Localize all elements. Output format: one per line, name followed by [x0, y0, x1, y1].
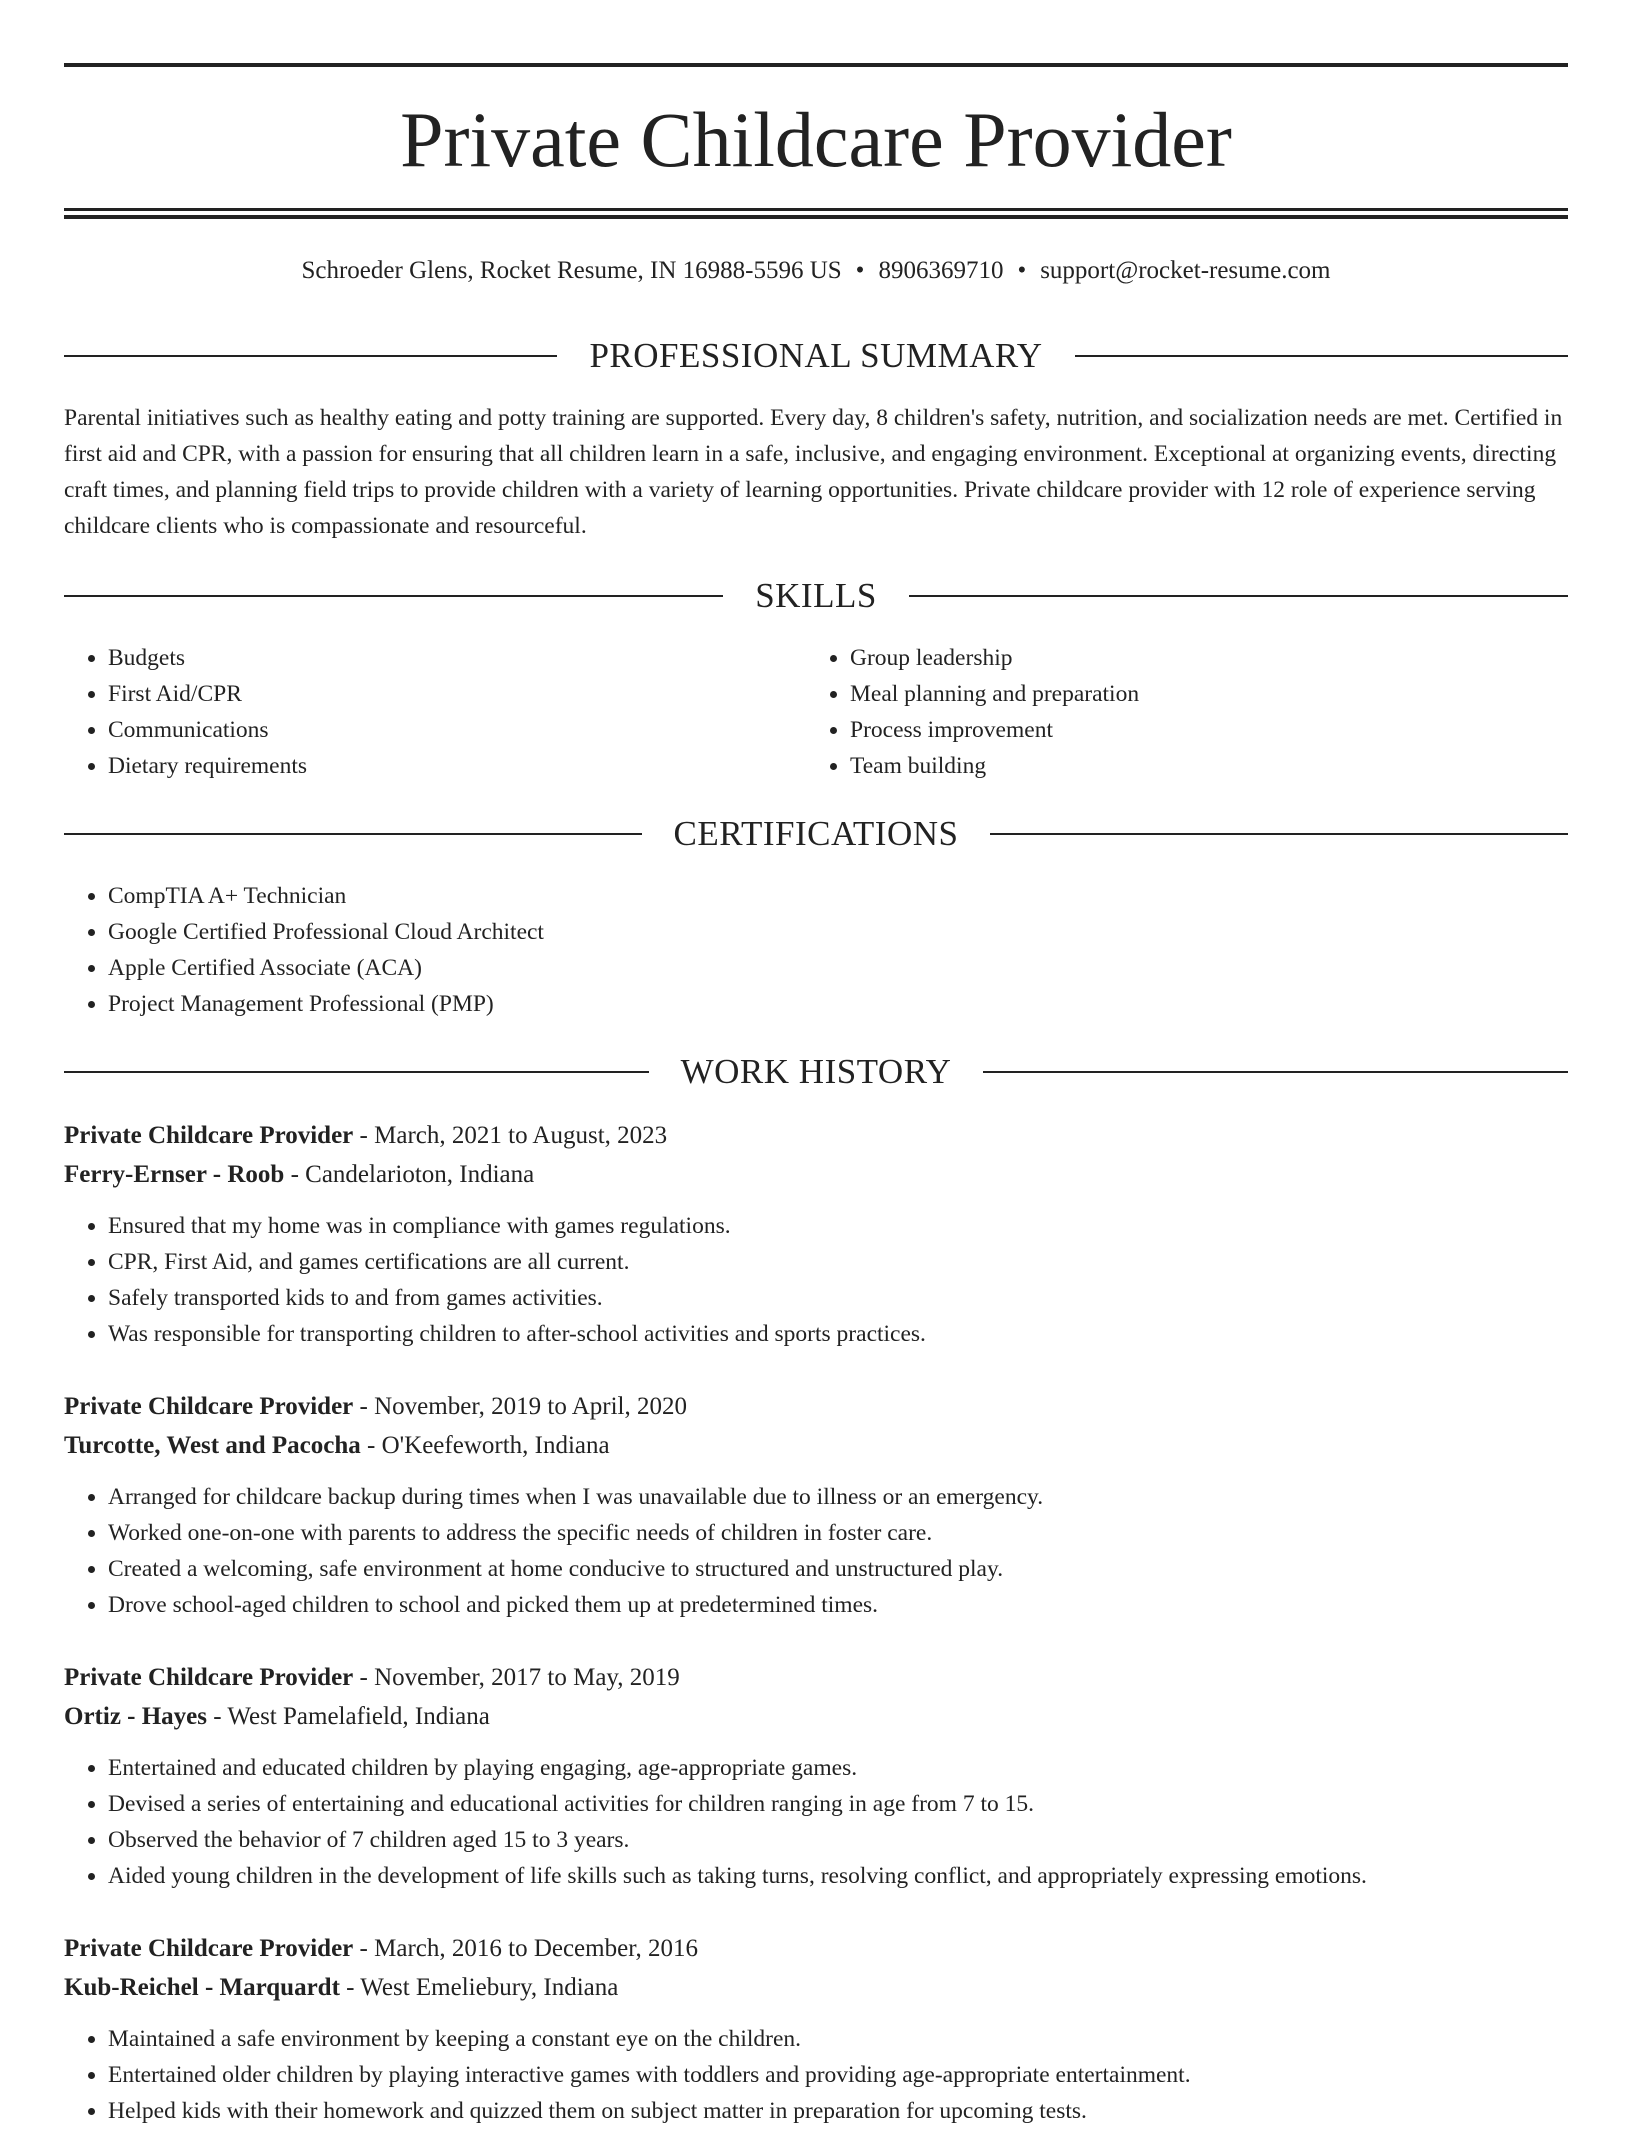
contact-line: [64, 254, 1568, 288]
job-entry: [64, 1116, 1568, 1352]
top-rule: [64, 63, 1568, 67]
job-entry: [64, 1929, 1568, 2129]
job-duties: [64, 1479, 1568, 1623]
job-company: Turcotte, West and Pacocha: [64, 1432, 361, 1459]
certification-item: • CompTIA A+ Technician: [108, 878, 1568, 914]
section-title-summary: PROFESSIONAL SUMMARY: [589, 336, 1043, 375]
job-duties: [64, 2021, 1568, 2129]
job-title: Private Childcare Provider: [64, 1935, 354, 1962]
job-title-line: [64, 1387, 1568, 1426]
job-company-line: [64, 1426, 1568, 1465]
job-dates: - November, 2017 to May, 2019: [353, 1664, 680, 1691]
contact-email: support@rocket-resume.com: [1040, 257, 1331, 284]
job-title-line: [64, 1116, 1568, 1155]
job-duty: • Ensured that my home was in compliance with games regulations.: [108, 1208, 1568, 1244]
job-title: Private Childcare Provider: [64, 1664, 354, 1691]
job-company: Ferry-Ernser - Roob: [64, 1161, 285, 1188]
skill-item: • Team building: [850, 748, 1548, 784]
section-rule: [983, 1071, 1568, 1073]
skills-column-right: [806, 640, 1548, 784]
section-rule: [64, 1071, 649, 1073]
job-location: - West Pamelafield, Indiana: [207, 1703, 490, 1730]
certification-item: • Google Certified Professional Cloud Architect: [108, 914, 1568, 950]
job-duties: [64, 1750, 1568, 1894]
section-rule: [1075, 355, 1568, 357]
title-rule-lower: [64, 215, 1568, 219]
job-duty: • Entertained older children by playing interactive games with toddlers and providing age-appropriate entertainment.: [108, 2057, 1568, 2093]
job-entry: [64, 1658, 1568, 1894]
job-dates: - March, 2016 to December, 2016: [353, 1935, 699, 1962]
contact-separator: •: [1017, 257, 1027, 284]
section-rule: [64, 355, 557, 357]
job-company-line: [64, 1697, 1568, 1736]
skill-item: • Budgets: [108, 640, 806, 676]
skill-item: • Process improvement: [850, 712, 1548, 748]
skill-item: • Group leadership: [850, 640, 1548, 676]
contact-separator: •: [855, 257, 865, 284]
section-header-skills: [64, 573, 1568, 619]
job-title: Private Childcare Provider: [64, 1122, 354, 1149]
section-rule: [64, 833, 642, 835]
job-duty: • Devised a series of entertaining and educational activities for children ranging in age from 7 to 15.: [108, 1786, 1568, 1822]
job-duty: • Observed the behavior of 7 children aged 15 to 3 years.: [108, 1822, 1568, 1858]
job-title-line: [64, 1929, 1568, 1968]
job-entry: [64, 1387, 1568, 1623]
job-location: - West Emeliebury, Indiana: [339, 1974, 619, 2001]
job-duty: • Arranged for childcare backup during times when I was unavailable due to illness or an emergency.: [108, 1479, 1568, 1515]
section-rule: [64, 595, 723, 597]
summary-text: Parental initiatives such as healthy eating and potty training are supported. Every day, 8 children's safety, nutrition, and socialization needs are met. Certified in first aid and CPR, with a passion for ensuring that all children learn in a safe, inclusive, and engaging environment. Exceptional at organizing events, directing craft times, and planning field trips to provide children with a variety of learning opportunities. Private childcare provider with 12 role of experience serving childcare clients who is compassionate and resourceful.: [64, 405, 1563, 539]
certification-item: • Project Management Professional (PMP): [108, 986, 1568, 1022]
job-duty: • Helped kids with their homework and quizzed them on subject matter in preparation for upcoming tests.: [108, 2093, 1568, 2129]
section-title-certifications: CERTIFICATIONS: [673, 814, 959, 853]
section-rule: [909, 595, 1568, 597]
job-duty: • Drove school-aged children to school and picked them up at predetermined times.: [108, 1587, 1568, 1623]
title-rule-upper: [64, 208, 1568, 211]
section-header-certifications: [64, 811, 1568, 857]
job-company: Kub-Reichel - Marquardt: [64, 1974, 340, 2001]
job-title: Private Childcare Provider: [64, 1393, 354, 1420]
certifications-list: [64, 878, 1568, 1022]
skill-item: • Meal planning and preparation: [850, 676, 1548, 712]
job-duty: • Created a welcoming, safe environment at home conducive to structured and unstructured play.: [108, 1551, 1568, 1587]
job-duty: • Entertained and educated children by playing engaging, age-appropriate games.: [108, 1750, 1568, 1786]
skills-list: [64, 640, 1568, 784]
job-duty: • Maintained a safe environment by keeping a constant eye on the children.: [108, 2021, 1568, 2057]
resume-title: Private Childcare Provider: [400, 96, 1232, 183]
section-rule: [990, 833, 1568, 835]
job-duty: • Worked one-on-one with parents to address the specific needs of children in foster care.: [108, 1515, 1568, 1551]
contact-address: Schroeder Glens, Rocket Resume, IN 16988-5596 US: [301, 257, 842, 284]
job-location: - O'Keefeworth, Indiana: [360, 1432, 610, 1459]
skills-column-left: [64, 640, 806, 784]
job-title-line: [64, 1658, 1568, 1697]
job-duties: [64, 1208, 1568, 1352]
skill-item: • Dietary requirements: [108, 748, 806, 784]
section-title-skills: SKILLS: [755, 576, 877, 615]
job-company-line: [64, 1968, 1568, 2007]
job-duty: • Aided young children in the development of life skills such as taking turns, resolving conflict, and appropriately expressing emotions.: [108, 1858, 1568, 1894]
section-title-work-history: WORK HISTORY: [680, 1052, 952, 1091]
contact-phone: 8906369710: [878, 257, 1004, 284]
job-duty: • Safely transported kids to and from games activities.: [108, 1280, 1568, 1316]
skill-item: • Communications: [108, 712, 806, 748]
job-location: - Candelarioton, Indiana: [284, 1161, 535, 1188]
section-header-summary: [64, 333, 1568, 379]
job-company: Ortiz - Hayes: [64, 1703, 208, 1730]
job-company-line: [64, 1155, 1568, 1194]
job-dates: - November, 2019 to April, 2020: [353, 1393, 687, 1420]
job-duty: • CPR, First Aid, and games certifications are all current.: [108, 1244, 1568, 1280]
certification-item: • Apple Certified Associate (ACA): [108, 950, 1568, 986]
section-header-work-history: [64, 1049, 1568, 1095]
job-duty: • Was responsible for transporting children to after-school activities and sports practices.: [108, 1316, 1568, 1352]
job-dates: - March, 2021 to August, 2023: [353, 1122, 668, 1149]
skill-item: • First Aid/CPR: [108, 676, 806, 712]
